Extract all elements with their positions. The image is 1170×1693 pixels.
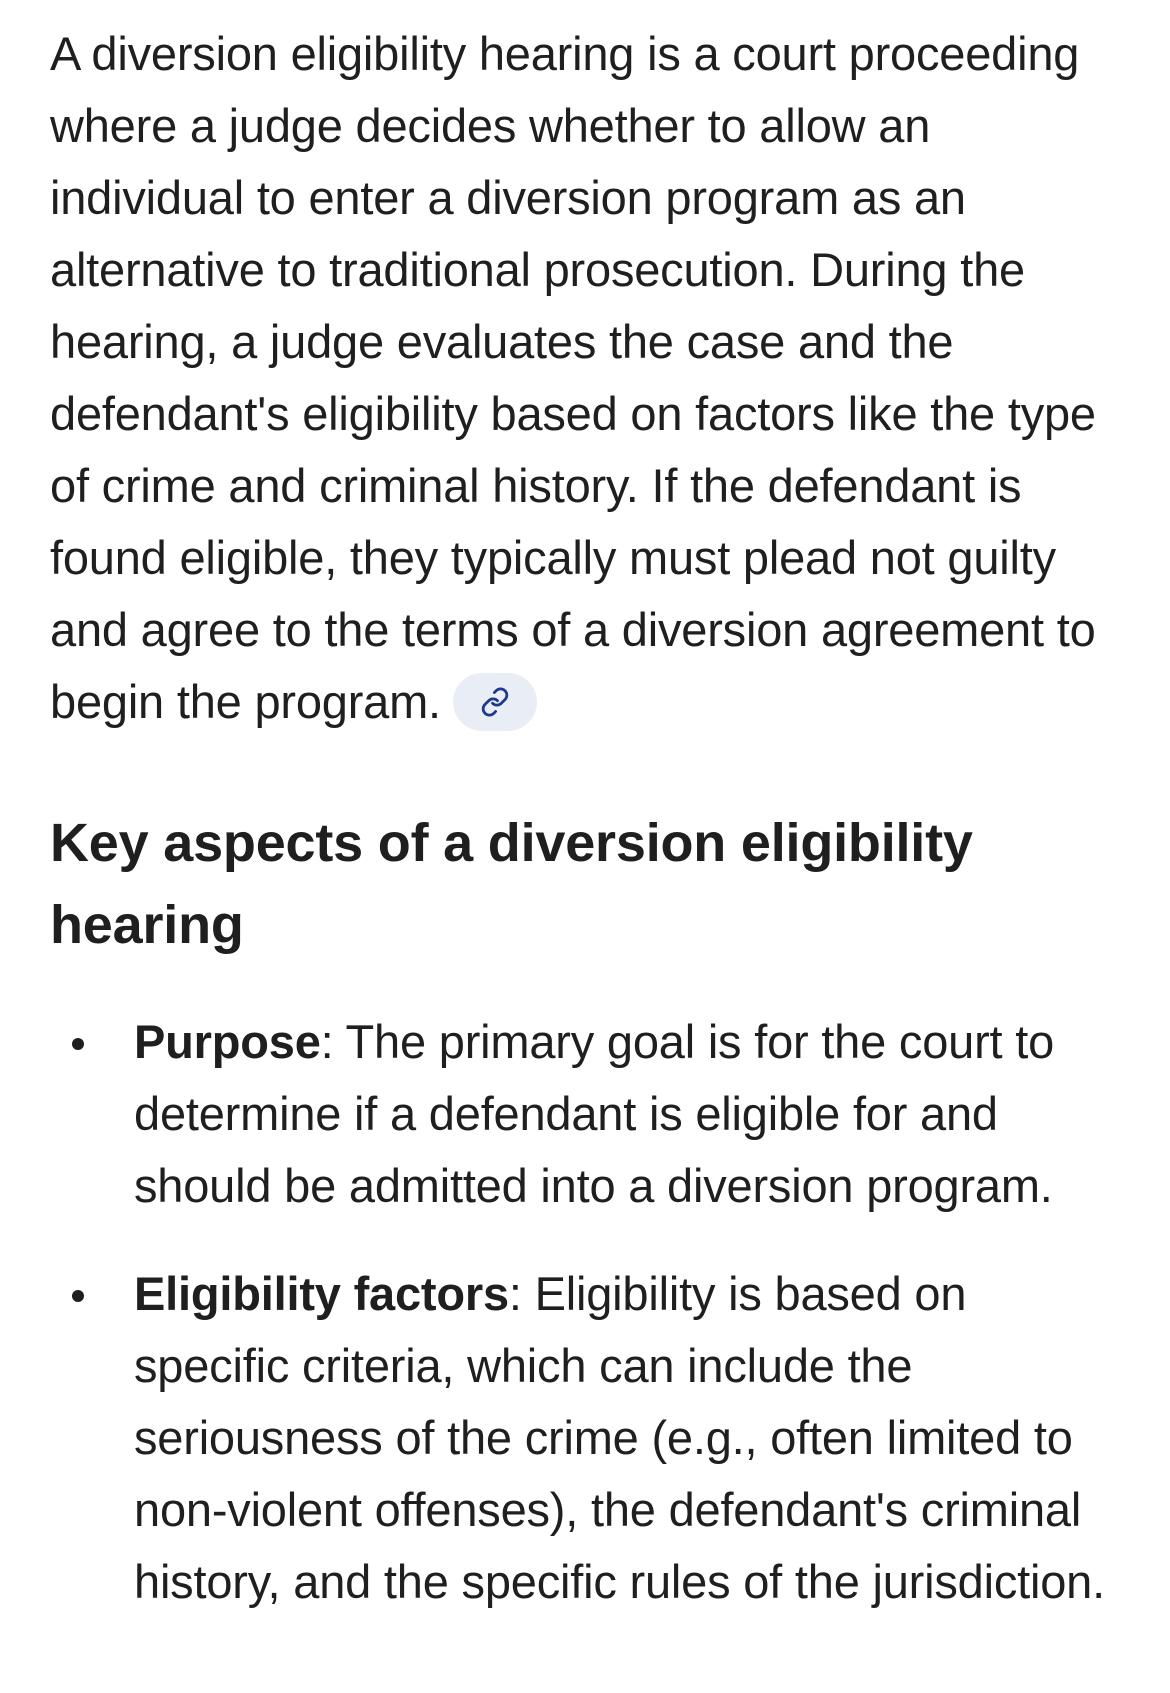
list-item xyxy=(50,1006,1120,1222)
bullet-term: Eligibility factors xyxy=(134,1267,509,1320)
source-link-chip[interactable] xyxy=(453,673,537,731)
bullet-dot-icon xyxy=(72,1038,84,1050)
section-heading: Key aspects of a diversion eligibility hearing xyxy=(50,813,973,955)
bullet-term: Purpose xyxy=(134,1015,321,1068)
bullet-dot-icon xyxy=(72,1290,84,1302)
bullet-text: Eligibility is based on specific criteria, which can include the seriousness of the crime (e.g., often limited to non-violent offenses), the defendant's criminal history, and the specific rules of the jurisdiction. xyxy=(134,1267,1105,1608)
key-aspects-list xyxy=(50,1006,1120,1618)
intro-paragraph xyxy=(50,18,1120,738)
bullet-separator: : xyxy=(320,1015,334,1068)
link-icon xyxy=(480,687,510,717)
bullet-text: The primary goal is for the court to determine if a defendant is eligible for and should be admitted into a diversion program. xyxy=(134,1015,1055,1212)
list-item xyxy=(50,1258,1120,1618)
intro-text: A diversion eligibility hearing is a court proceeding where a judge decides whether to allow an individual to enter a diversion program as an alternative to traditional prosecution. During the hearing, a judge evaluates the case and the defendant's eligibility based on factors like the type of crime and criminal history. If the defendant is found eligible, they typically must plead not guilty and agree to the terms of a diversion agreement to begin the program. xyxy=(50,27,1096,728)
bullet-separator: : xyxy=(508,1267,522,1320)
